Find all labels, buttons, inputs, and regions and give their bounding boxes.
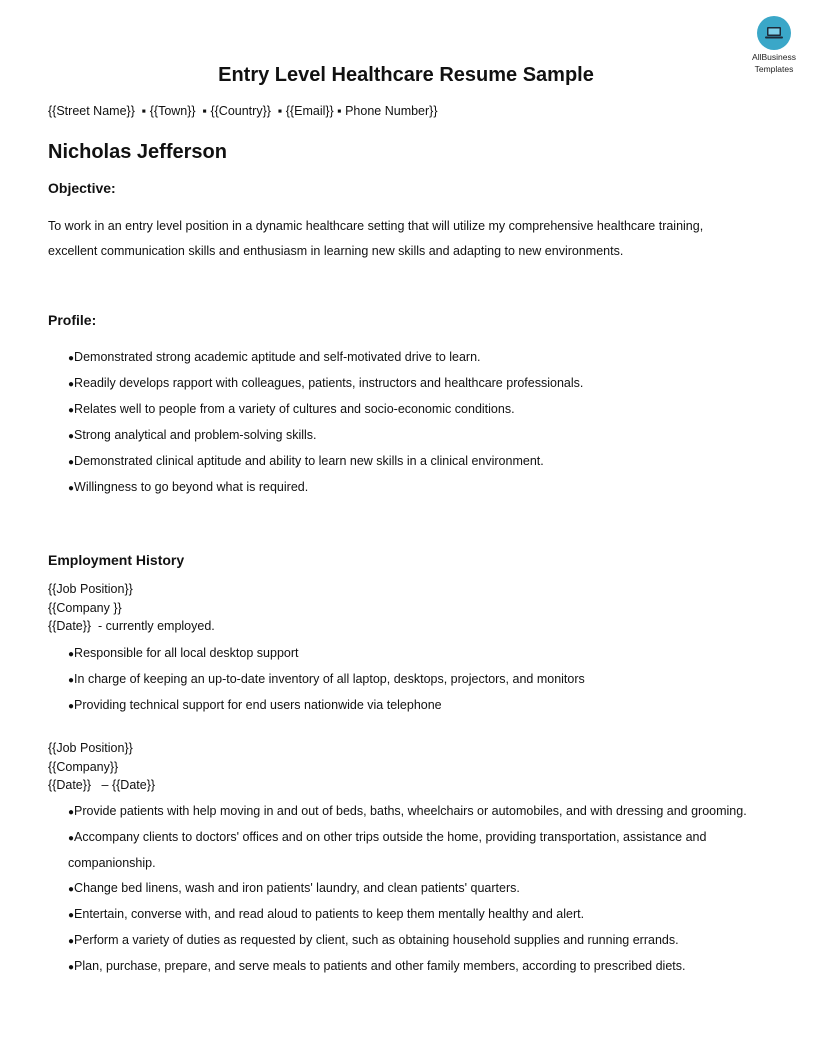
list-item: ●In charge of keeping an up-to-date inventory of all laptop, desktops, projectors, and monitors [68, 672, 585, 686]
employment-heading: Employment History [48, 552, 185, 568]
bullet-icon: ● [68, 379, 75, 390]
bullet-icon: ● [68, 833, 75, 844]
objective-heading: Objective: [48, 180, 116, 196]
laptop-icon [757, 16, 791, 50]
profile-list [68, 345, 758, 501]
list-item: ●Plan, purchase, prepare, and serve meals to patients and other family members, according to prescribed diets. [68, 959, 686, 973]
bullet-icon: ● [68, 884, 75, 895]
list-item: ●Provide patients with help moving in and out of beds, baths, wheelchairs or automobiles, and with dressing and grooming. [68, 804, 747, 818]
bullet-icon: ● [68, 431, 75, 442]
list-item: ●Entertain, converse with, and read aloud to patients to keep them mentally healthy and alert. [68, 907, 585, 921]
list-item: ●Change bed linens, wash and iron patients' laundry, and clean patients' quarters. [68, 881, 520, 895]
list-item: ●Willingness to go beyond what is required. [68, 480, 309, 494]
list-item: ●Relates well to people from a variety of cultures and socio-economic conditions. [68, 402, 515, 416]
job-date: {{Date}} – {{Date}} [48, 778, 156, 792]
job-position: {{Job Position}} [48, 582, 133, 596]
job-1-duties [68, 641, 758, 719]
list-item: ●Demonstrated strong academic aptitude and self-motivated drive to learn. [68, 350, 481, 364]
document-title: Entry Level Healthcare Resume Sample [218, 64, 594, 86]
bullet-icon: ● [68, 936, 75, 947]
bullet-icon: ● [68, 457, 75, 468]
list-item: ●Responsible for all local desktop support [68, 646, 299, 660]
bullet-icon: ● [68, 353, 75, 364]
list-item: ●Perform a variety of duties as requested by client, such as obtaining household supplies and running errands. [68, 933, 679, 947]
list-item: ●Strong analytical and problem-solving skills. [68, 428, 317, 442]
candidate-name: Nicholas Jefferson [48, 141, 227, 163]
bullet-icon: ● [68, 701, 75, 712]
list-item: ●Providing technical support for end users nationwide via telephone [68, 698, 442, 712]
contact-line: {{Street Name}} ▪ {{Town}} ▪ {{Country}} ▪ {{Email}} ▪ Phone Number}} [48, 104, 438, 118]
logo-text-line1: AllBusiness [752, 52, 796, 62]
profile-heading: Profile: [48, 312, 97, 328]
bullet-icon: ● [68, 405, 75, 416]
job-company: {{Company }} [48, 600, 122, 615]
bullet-icon: ● [68, 483, 75, 494]
logo-text-line2: Templates [754, 64, 794, 74]
job-2-details [48, 739, 155, 795]
job-company: {{Company}} [48, 759, 119, 774]
job-position: {{Job Position}} [48, 741, 133, 755]
bullet-icon: ● [68, 675, 75, 686]
bullet-icon: ● [68, 910, 75, 921]
bullet-icon: ● [68, 807, 75, 818]
bullet-icon: ● [68, 649, 75, 660]
job-date: {{Date}} - currently employed. [48, 619, 215, 633]
list-item: ●Demonstrated clinical aptitude and ability to learn new skills in a clinical environment. [68, 454, 544, 468]
list-item: ●Accompany clients to doctors' offices and on other trips outside the home, providing transportation, assistance and companionship. [68, 830, 707, 870]
job-1-details [48, 580, 215, 636]
list-item: ●Readily develops rapport with colleagues, patients, instructors and healthcare professionals. [68, 376, 584, 390]
objective-text: To work in an entry level position in a dynamic healthcare setting that will utilize my comprehensive healthcare training, excellent communication skills and enthusiasm in learning new skills and adapting to new environments. [48, 219, 704, 258]
bullet-icon: ● [68, 962, 75, 973]
job-2-duties [68, 799, 758, 980]
